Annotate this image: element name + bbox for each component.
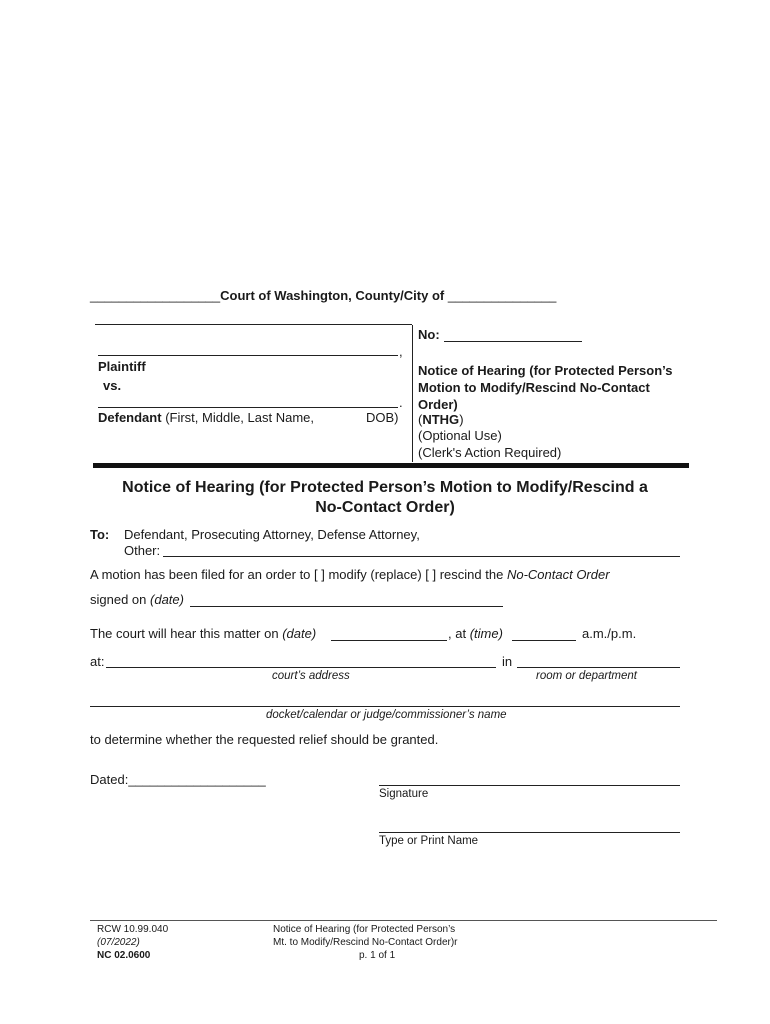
to-other-field[interactable] [163, 556, 680, 557]
court-prefix-blank: __________________ [90, 288, 221, 303]
docket-caption: docket/calendar or judge/commissioner’s name [266, 709, 507, 721]
plaintiff-label: Plaintiff [98, 359, 146, 374]
signed-on-row: signed on (date) [90, 592, 184, 607]
in-label: in [502, 654, 513, 669]
court-suffix-blank: _______________ [447, 288, 557, 303]
print-name-line[interactable] [379, 832, 680, 833]
at-label: at: [90, 654, 105, 669]
motion-text: A motion has been filed for an order to [ ] modify (replace) [ ] rescind the No-Contact Order [90, 567, 610, 582]
vs-label: vs. [103, 378, 122, 393]
hearing-text: The court will hear this matter on (date) [90, 626, 317, 641]
footer-form-number: NC 02.0600 [97, 950, 151, 961]
caption-thick-rule [93, 463, 689, 468]
footer-title-2: Mt. to Modify/Rescind No-Contact Order)r [273, 937, 458, 948]
caption-clerk-action: (Clerk's Action Required) [418, 445, 562, 460]
dated-label: Dated: [90, 772, 129, 787]
defendant-label: Defendant [98, 410, 162, 425]
caption-comma-1: , [399, 344, 403, 359]
caption-optional-use: (Optional Use) [418, 428, 502, 443]
hearing-time-row: , at (time) [448, 626, 503, 641]
print-name-label: Type or Print Name [379, 835, 479, 847]
caption-code-row: (NTHG) [418, 412, 464, 427]
signed-on-date-hint: (date) [150, 592, 184, 607]
defendant-row [98, 410, 314, 425]
room-field[interactable] [517, 667, 680, 668]
dated-field[interactable]: ___________________ [128, 772, 266, 787]
case-number-field[interactable] [444, 341, 582, 342]
court-heading [90, 288, 556, 303]
page-title-line-2: No-Contact Order) [315, 499, 455, 516]
caption-comma-2: . [399, 395, 403, 410]
to-recipients: Defendant, Prosecuting Attorney, Defense Attorney, [124, 527, 420, 542]
signature-label: Signature [379, 788, 429, 800]
court-name: Court of Washington, County/City of [220, 288, 445, 303]
docket-field[interactable] [90, 706, 680, 707]
caption-divider [412, 325, 413, 462]
to-label: To: [90, 527, 110, 542]
caption-doc-title: Notice of Hearing (for Protected Person’s Motion to Modify/Rescind No-Contact Order) [418, 363, 673, 412]
court-address-field[interactable] [106, 667, 496, 668]
case-number-row [418, 327, 440, 342]
hearing-ampm: a.m./p.m. [582, 626, 637, 641]
footer-title-1: Notice of Hearing (for Protected Person’s [273, 924, 456, 935]
motion-order-name: No-Contact Order [506, 567, 610, 582]
defendant-dob: DOB) [366, 410, 399, 425]
room-caption: room or department [536, 670, 637, 682]
determine-text: to determine whether the requested relief should be granted. [90, 732, 439, 747]
caption-code: NTHG [422, 412, 460, 427]
plaintiff-line[interactable] [98, 355, 398, 356]
dated-row [90, 772, 266, 787]
signature-line[interactable] [379, 785, 680, 786]
to-other-label: Other: [124, 543, 161, 558]
hearing-date-field[interactable] [331, 640, 447, 641]
hearing-time-hint: (time) [469, 626, 503, 641]
defendant-line[interactable] [98, 407, 398, 408]
footer-rule [90, 920, 717, 921]
defendant-fields: (First, Middle, Last Name, [165, 410, 315, 425]
case-number-label: No: [418, 327, 440, 342]
footer-page: p. 1 of 1 [359, 950, 396, 961]
hearing-date-hint: (date) [282, 626, 317, 641]
footer-revision-date: (07/2022) [97, 937, 140, 948]
court-address-caption: court’s address [272, 670, 350, 682]
page-title-line-1: Notice of Hearing (for Protected Person’s Motion to Modify/Rescind a [122, 479, 648, 496]
hearing-time-field[interactable] [512, 640, 576, 641]
footer-rcw: RCW 10.99.040 [97, 924, 169, 935]
caption-top-line [95, 324, 412, 325]
signed-on-date-field[interactable] [190, 606, 503, 607]
